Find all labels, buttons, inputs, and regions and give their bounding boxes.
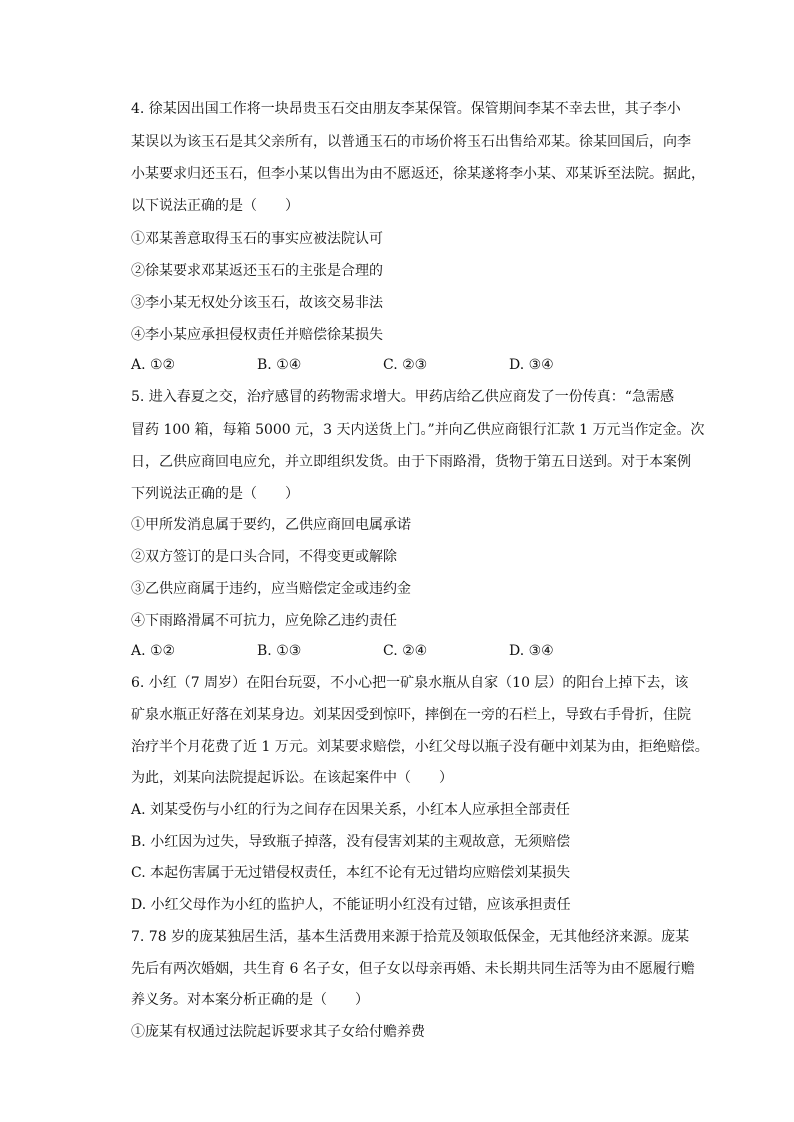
q5-option-b[interactable]: B. ①③ [257, 643, 302, 659]
q6-option-d[interactable]: D. 小红父母作为小红的监护人，不能证明小红没有过错，应该承担责任 [131, 897, 571, 913]
q4-option-d[interactable]: D. ③④ [509, 357, 554, 373]
q5-stem-line-1: 5. 进入春夏之交，治疗感冒的药物需求增大。甲药店给乙供应商发了一份传真：“急需感 [131, 389, 674, 405]
q4-stem-line-4: 以下说法正确的是（ ） [131, 198, 299, 214]
q4-option-b[interactable]: B. ①④ [257, 357, 302, 373]
q5-stem-line-2: 冒药 100 箱，每箱 5000 元，3 天内送货上门。”并向乙供应商银行汇款 1 万元当作定金。次 [131, 422, 705, 438]
q6-stem-line-2: 矿泉水瓶正好落在刘某身边。刘某因受到惊吓，摔倒在一旁的石栏上，导致右手骨折，住院 [131, 707, 691, 723]
q4-statement-4: ④李小某应承担侵权责任并赔偿徐某损失 [131, 327, 383, 343]
q5-statement-1: ①甲所发消息属于要约，乙供应商回电属承诺 [131, 517, 411, 533]
q5-statement-2: ②双方签订的是口头合同，不得变更或解除 [131, 549, 397, 565]
q5-option-c[interactable]: C. ②④ [383, 643, 428, 659]
q5-option-d[interactable]: D. ③④ [509, 643, 554, 659]
q6-stem-line-3: 治疗半个月花费了近 1 万元。刘某要求赔偿，小红父母以瓶子没有砸中刘某为由，拒绝赔偿。 [131, 739, 709, 755]
q4-option-c[interactable]: C. ②③ [383, 357, 428, 373]
q4-stem-line-1: 4. 徐某因出国工作将一块昂贵玉石交由朋友李某保管。保管期间李某不幸去世，其子李小 [131, 101, 681, 117]
q4-option-a[interactable]: A. ①② [131, 357, 176, 373]
q4-statement-3: ③李小某无权处分该玉石，故该交易非法 [131, 295, 383, 311]
q4-statement-1: ①邓某善意取得玉石的事实应被法院认可 [131, 231, 383, 247]
q5-statement-3: ③乙供应商属于违约，应当赔偿定金或违约金 [131, 581, 411, 597]
q6-stem-line-1: 6. 小红（7 周岁）在阳台玩耍，不小心把一矿泉水瓶从自家（10 层）的阳台上掉下去，该 [131, 675, 689, 691]
q6-stem-line-4: 为此，刘某向法院提起诉讼。在该起案件中（ ） [131, 770, 453, 786]
q7-stem-line-1: 7. 78 岁的庞某独居生活，基本生活费用来源于拾荒及领取低保金，无其他经济来源。庞某 [131, 929, 690, 945]
q7-statement-1: ①庞某有权通过法院起诉要求其子女给付赡养费 [131, 1024, 425, 1040]
q7-stem-line-2: 先后有两次婚姻，共生育 6 名子女，但子女以母亲再婚、未长期共同生活等为由不愿履行赡 [131, 961, 695, 977]
q4-stem-line-2: 某误以为该玉石是其父亲所有，以普通玉石的市场价将玉石出售给邓某。徐某回国后，向李 [131, 134, 691, 150]
q5-stem-line-4: 下列说法正确的是（ ） [131, 486, 299, 502]
q6-option-c[interactable]: C. 本起伤害属于无过错侵权责任，本红不论有无过错均应赔偿刘某损失 [131, 865, 571, 881]
q6-option-a[interactable]: A. 刘某受伤与小红的行为之间存在因果关系，小红本人应承担全部责任 [131, 802, 571, 818]
q5-option-a[interactable]: A. ①② [131, 643, 176, 659]
q4-stem-line-3: 小某要求归还玉石，但李小某以售出为由不愿返还，徐某遂将李小某、邓某诉至法院。据此， [131, 166, 705, 182]
q7-stem-line-3: 养义务。对本案分析正确的是（ ） [131, 992, 369, 1008]
q5-stem-line-3: 日，乙供应商回电应允，并立即组织发货。由于下雨路滑，货物于第五日送到。对于本案例 [131, 454, 691, 470]
q5-statement-4: ④下雨路滑属不可抗力，应免除乙违约责任 [131, 613, 397, 629]
q4-statement-2: ②徐某要求邓某返还玉石的主张是合理的 [131, 263, 383, 279]
q6-option-b[interactable]: B. 小红因为过失，导致瓶子掉落，没有侵害刘某的主观故意，无须赔偿 [131, 834, 571, 850]
